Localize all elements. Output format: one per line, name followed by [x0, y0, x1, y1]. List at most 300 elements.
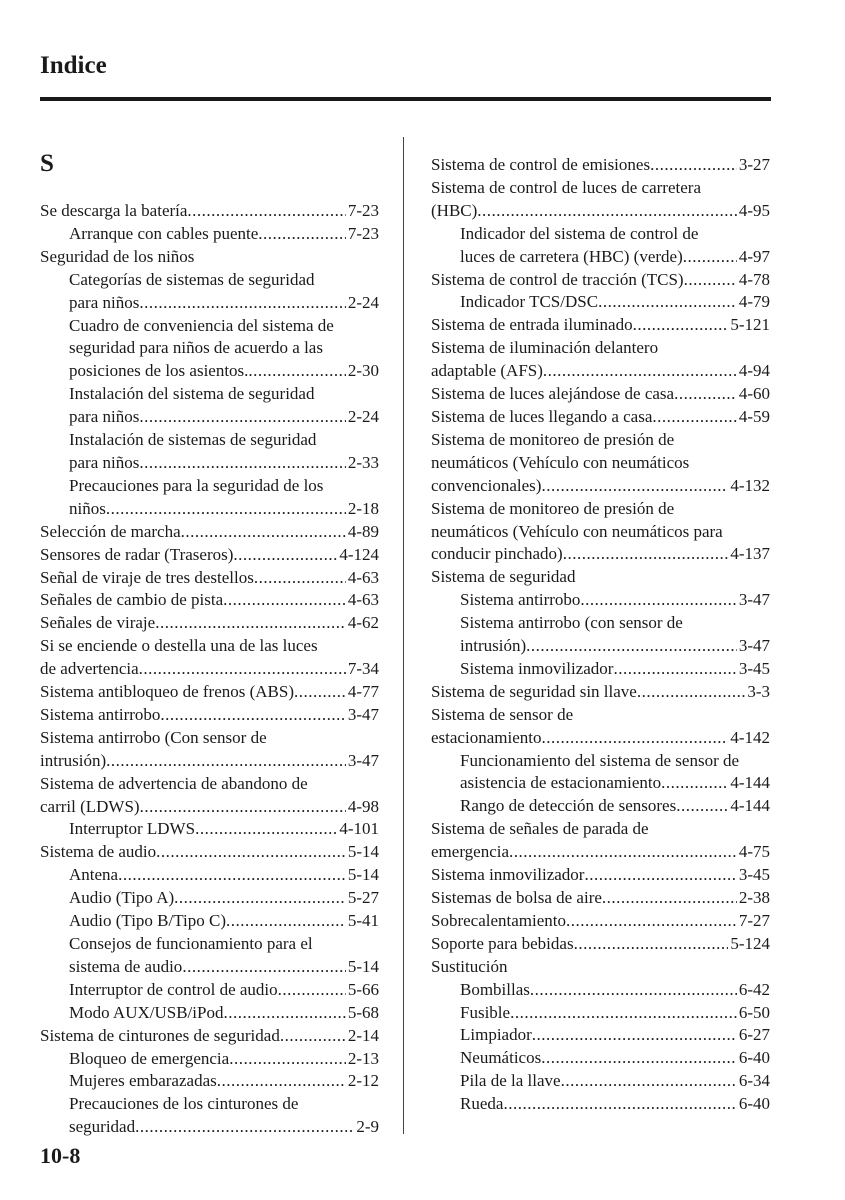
index-entry — [431, 933, 770, 956]
index-entry — [40, 818, 379, 841]
index-entry-line — [40, 567, 379, 590]
index-entry-text: Neumáticos — [460, 1048, 542, 1068]
index-entry-line — [431, 1002, 770, 1025]
index-entry-line — [431, 1024, 770, 1047]
index-entry-text: Sistema de sensor de — [431, 704, 574, 724]
index-entry-page: 3-45 — [738, 865, 770, 885]
dot-leader — [118, 864, 346, 887]
index-entry-text: adaptable (AFS) — [431, 361, 543, 381]
index-entry-line — [40, 864, 379, 887]
index-column-right — [431, 154, 770, 1116]
index-entry — [431, 818, 770, 864]
dot-leader — [652, 406, 736, 429]
index-entry-text: Sistema inmovilizador — [460, 658, 614, 678]
index-entry-line — [431, 1093, 770, 1116]
index-entry-page: 2-9 — [356, 1117, 379, 1137]
index-entry — [40, 1093, 379, 1139]
dot-leader — [532, 1024, 737, 1047]
index-entry-line — [40, 292, 379, 315]
index-entry — [431, 910, 770, 933]
index-entry — [40, 429, 379, 475]
dot-leader — [106, 750, 346, 773]
index-entry-text: Sistema de cinturones de seguridad — [40, 1025, 280, 1045]
index-entry-text: Precauciones para la seguridad de los — [69, 475, 324, 495]
index-entry-page: 4-89 — [347, 521, 379, 541]
index-entry-page: 4-142 — [730, 727, 770, 747]
index-entry-page: 4-97 — [738, 246, 770, 266]
index-entry-line — [431, 200, 770, 223]
index-entry — [40, 704, 379, 727]
index-entry-line — [431, 589, 770, 612]
dot-leader — [566, 910, 737, 933]
index-entry-line — [431, 223, 770, 246]
dot-leader — [633, 314, 729, 337]
index-entry-page: 2-30 — [347, 361, 379, 381]
index-entry-text: Rueda — [460, 1094, 504, 1114]
index-entry-line — [431, 337, 770, 360]
index-entry-line — [40, 383, 379, 406]
index-entry-page: 2-18 — [347, 498, 379, 518]
index-entry-page: 3-47 — [738, 590, 770, 610]
dot-leader — [106, 498, 346, 521]
dot-leader — [574, 933, 729, 956]
index-entry-page: 5-14 — [347, 865, 379, 885]
index-entry-page: 3-47 — [738, 636, 770, 656]
index-entry — [40, 887, 379, 910]
index-entry-line — [431, 864, 770, 887]
index-entry-text: Seguridad de los niños — [40, 246, 195, 266]
index-entry-line — [431, 360, 770, 383]
index-entry — [431, 704, 770, 750]
index-entry-line — [431, 658, 770, 681]
index-entry-text: de advertencia — [40, 659, 139, 679]
index-entry-line — [431, 475, 770, 498]
index-entry-page: 4-94 — [738, 361, 770, 381]
index-entry — [40, 1048, 379, 1071]
index-entry-line — [40, 521, 379, 544]
dot-leader — [561, 1070, 737, 1093]
index-entry — [40, 612, 379, 635]
index-entry-line — [431, 772, 770, 795]
index-entry-line — [40, 1002, 379, 1025]
dot-leader — [661, 772, 728, 795]
index-entry — [431, 406, 770, 429]
index-entry-line — [431, 498, 770, 521]
index-entry-page: 4-95 — [738, 200, 770, 220]
index-entry-page: 2-12 — [347, 1071, 379, 1091]
index-entry-text: Sistema de monitoreo de presión de — [431, 498, 675, 518]
index-entry-text: Sustitución — [431, 956, 508, 976]
index-entry-text: Audio (Tipo B/Tipo C) — [69, 911, 226, 931]
dot-leader — [254, 567, 346, 590]
dot-leader — [139, 452, 345, 475]
index-entry-text: Instalación de sistemas de seguridad — [69, 430, 317, 450]
index-entry-text: Interruptor de control de audio — [69, 979, 278, 999]
index-entry-page: 6-34 — [738, 1071, 770, 1091]
index-entry-line — [431, 933, 770, 956]
index-entry — [431, 269, 770, 292]
dot-leader — [676, 795, 728, 818]
index-entry-line — [40, 406, 379, 429]
index-entry-page: 5-66 — [347, 979, 379, 999]
index-entry-text: Sistema de luces llegando a casa — [431, 406, 653, 426]
index-entry — [431, 1047, 770, 1070]
index-entry-line — [431, 291, 770, 314]
index-entry-page: 5-121 — [730, 315, 770, 335]
index-entry-text: Sistema de control de tracción (TCS) — [431, 269, 684, 289]
index-entry-page: 6-40 — [738, 1094, 770, 1114]
index-entry-page: 2-24 — [347, 407, 379, 427]
index-entry-line — [40, 956, 379, 979]
index-entry — [40, 521, 379, 544]
index-entry-text: Rango de detección de sensores — [460, 796, 677, 816]
index-entry-line — [40, 589, 379, 612]
dot-leader — [503, 1093, 736, 1116]
index-entry-text: sistema de audio — [69, 956, 183, 976]
index-entry — [431, 795, 770, 818]
index-entry-page: 4-78 — [738, 269, 770, 289]
index-entry — [40, 544, 379, 567]
index-entry-line — [40, 315, 379, 338]
index-entry-page: 3-3 — [747, 681, 770, 701]
index-entry — [40, 635, 379, 681]
index-entry-line — [40, 681, 379, 704]
dot-leader — [510, 1002, 737, 1025]
index-entry-text: Sistema antirrobo (con sensor de — [460, 613, 683, 633]
index-entry-text: Sistema antirrobo — [40, 704, 161, 724]
index-entry-page: 2-38 — [738, 888, 770, 907]
dot-leader — [602, 887, 737, 910]
index-entry-text: Sistema de entrada iluminado — [431, 315, 633, 335]
index-entry-text: luces de carretera (HBC) (verde) — [460, 246, 683, 266]
dot-leader — [477, 200, 737, 223]
index-entry-line — [40, 544, 379, 567]
index-entry-text: Sobrecalentamiento — [431, 910, 567, 930]
index-entry-line — [40, 1116, 379, 1139]
index-entry-page: 5-68 — [347, 1002, 379, 1022]
index-entry-text: niños — [69, 498, 106, 518]
index-entry-line — [40, 223, 379, 246]
index-entry-text: Selección de marcha — [40, 521, 181, 541]
index-entry-page: 3-27 — [738, 155, 770, 174]
index-entry-page: 4-63 — [347, 590, 379, 610]
index-entry-page: 3-45 — [738, 658, 770, 678]
index-entry-line — [40, 773, 379, 796]
index-entry-line — [431, 910, 770, 933]
dot-leader — [541, 1047, 737, 1070]
index-entry-text: para niños — [69, 407, 140, 427]
dot-leader — [294, 681, 346, 704]
dot-leader — [174, 887, 346, 910]
index-entry-page: 3-47 — [347, 750, 379, 770]
section-letter: S — [40, 150, 54, 177]
index-entry-text: seguridad — [69, 1117, 136, 1137]
index-entry — [431, 223, 770, 269]
index-column-left — [40, 200, 379, 1139]
dot-leader — [182, 956, 346, 979]
index-entry-text: Sistema de control de luces de carretera — [431, 177, 701, 197]
index-entry-text: Sistema inmovilizador — [431, 865, 585, 885]
index-entry-text: Limpiador — [460, 1025, 532, 1045]
index-entry — [431, 498, 770, 567]
index-entry-line — [40, 727, 379, 750]
index-entry — [40, 864, 379, 887]
index-entry-text: Audio (Tipo A) — [69, 888, 175, 908]
dot-leader — [584, 864, 736, 887]
index-entry-text: Indicador TCS/DSC — [460, 292, 599, 312]
index-entry-text: Soporte para bebidas — [431, 933, 574, 953]
index-entry — [431, 1093, 770, 1116]
index-entry-text: Sistema de iluminación delantero — [431, 338, 659, 358]
index-entry-line — [40, 887, 379, 910]
index-entry-line — [40, 750, 379, 773]
index-entry-page: 6-42 — [738, 979, 770, 999]
index-entry — [40, 1002, 379, 1025]
page-number: 10-8 — [40, 1143, 81, 1168]
index-entry-text: carril (LDWS) — [40, 796, 140, 816]
index-entry-text: Funcionamiento del sistema de sensor de — [460, 750, 740, 770]
header-rule — [40, 97, 771, 101]
index-entry — [40, 1070, 379, 1093]
index-entry-text: Sistema antibloqueo de frenos (ABS) — [40, 682, 295, 702]
index-entry-text: posiciones de los asientos. — [69, 361, 249, 381]
index-entry-text: Fusible — [460, 1002, 511, 1022]
index-entry-text: Arranque con cables puente — [69, 223, 259, 243]
index-entry-line — [40, 635, 379, 658]
dot-leader — [140, 796, 346, 819]
index-entry-line — [431, 681, 770, 704]
index-entry-text: Si se enciende o destella una de las luces — [40, 636, 318, 656]
index-entry-line — [431, 566, 770, 589]
index-entry-page: 6-50 — [738, 1002, 770, 1022]
index-entry-text: emergencia — [431, 842, 510, 862]
index-entry-line — [431, 1070, 770, 1093]
index-entry-text: intrusión) — [460, 636, 527, 656]
index-entry-line — [431, 841, 770, 864]
index-entry-text: Sistema de advertencia de abandono de — [40, 773, 308, 793]
index-entry-page: 4-77 — [347, 682, 379, 702]
index-entry-page: 4-144 — [730, 796, 770, 816]
dot-leader — [181, 521, 346, 544]
index-entry-text: Mujeres embarazadas — [69, 1071, 217, 1091]
dot-leader — [674, 383, 737, 406]
index-entry — [431, 291, 770, 314]
index-entry-line — [431, 979, 770, 1002]
dot-leader — [278, 979, 346, 1002]
dot-leader — [160, 704, 345, 727]
index-entry — [40, 1025, 379, 1048]
index-entry-page: 6-40 — [738, 1048, 770, 1068]
index-entry — [40, 773, 379, 819]
index-entry-line — [40, 200, 379, 223]
index-entry-line — [40, 704, 379, 727]
index-entry-line — [431, 383, 770, 406]
index-entry-page: 5-124 — [730, 933, 770, 953]
index-entry-line — [431, 154, 770, 177]
index-entry-page: 4-60 — [738, 384, 770, 404]
index-entry — [40, 567, 379, 590]
index-entry-line — [40, 269, 379, 292]
index-entry — [431, 154, 770, 177]
index-entry-text: neumáticos (Vehículo con neumáticos — [431, 452, 690, 472]
index-entry-text: Sistema de seguridad — [431, 567, 576, 587]
index-entry — [431, 589, 770, 612]
index-entry-text: neumáticos (Vehículo con neumáticos para — [431, 521, 723, 541]
index-entry-page: 5-27 — [347, 888, 379, 908]
index-entry — [431, 566, 770, 589]
index-entry-text: Sistema de control de emisiones — [431, 155, 651, 174]
index-entry — [40, 933, 379, 979]
index-entry — [431, 979, 770, 1002]
index-entry-page: 2-13 — [347, 1048, 379, 1068]
index-entry — [40, 200, 379, 223]
index-entry — [431, 314, 770, 337]
index-entry — [431, 383, 770, 406]
index-entry-line — [431, 750, 770, 773]
index-entry-line — [40, 933, 379, 956]
dot-leader — [226, 910, 346, 933]
dot-leader — [195, 818, 337, 841]
index-entry-line — [40, 1025, 379, 1048]
page-header-title: Indice — [40, 52, 107, 79]
index-entry — [431, 864, 770, 887]
index-entry-page: 7-27 — [738, 910, 770, 930]
index-entry — [40, 910, 379, 933]
dot-leader — [580, 589, 736, 612]
index-entry-line — [431, 406, 770, 429]
index-entry-text: Precauciones de los cinturones de — [69, 1094, 299, 1114]
dot-leader — [156, 841, 346, 864]
index-entry — [40, 315, 379, 384]
index-entry-text: Cuadro de conveniencia del sistema de — [69, 315, 334, 335]
dot-leader — [650, 154, 737, 177]
index-entry-text: Señal de viraje de tres destellos — [40, 567, 254, 587]
index-entry-line — [40, 1093, 379, 1116]
dot-leader — [563, 543, 729, 566]
dot-leader — [229, 1048, 346, 1071]
index-entry-page: 4-144 — [730, 773, 770, 793]
index-entry-line — [40, 658, 379, 681]
index-entry-page: 2-24 — [347, 292, 379, 312]
dot-leader — [155, 612, 346, 635]
index-entry — [40, 841, 379, 864]
index-entry-text: (HBC) — [431, 200, 478, 220]
index-entry-line — [431, 452, 770, 475]
index-entry-line — [431, 521, 770, 544]
dot-leader — [637, 681, 745, 704]
index-entry-text: seguridad para niños de acuerdo a las — [69, 338, 323, 358]
index-entry-text: Sistema de audio — [40, 842, 157, 862]
index-entry — [431, 612, 770, 658]
dot-leader — [139, 406, 345, 429]
index-entry-line — [431, 269, 770, 292]
index-entry-line — [431, 429, 770, 452]
index-entry-text: Sistema antirrobo (Con sensor de — [40, 727, 267, 747]
index-entry-line — [40, 452, 379, 475]
index-entry-text: Instalación del sistema de seguridad — [69, 384, 315, 404]
index-entry-text: Se descarga la batería — [40, 201, 188, 220]
index-entry-line — [431, 818, 770, 841]
dot-leader — [541, 727, 728, 750]
dot-leader — [530, 979, 737, 1002]
index-entry-line — [40, 1070, 379, 1093]
dot-leader — [139, 292, 345, 315]
index-entry-text: Sistema de luces alejándose de casa — [431, 384, 675, 404]
dot-leader — [187, 200, 345, 223]
index-entry-line — [431, 543, 770, 566]
index-entry-line — [431, 177, 770, 200]
index-entry-text: Pila de la llave — [460, 1071, 561, 1091]
index-entry-text: asistencia de estacionamiento — [460, 773, 662, 793]
index-entry-line — [40, 429, 379, 452]
index-entry-text: Señales de viraje — [40, 613, 156, 633]
index-entry-text: Sistema de monitoreo de presión de — [431, 429, 675, 449]
index-entry — [40, 589, 379, 612]
index-entry-text: convencionales) — [431, 475, 542, 495]
dot-leader — [217, 1070, 346, 1093]
index-entry-line — [40, 841, 379, 864]
dot-leader — [526, 635, 737, 658]
index-entry-line — [40, 1048, 379, 1071]
index-entry-line — [40, 818, 379, 841]
index-entry-line — [40, 612, 379, 635]
index-entry-page: 4-101 — [339, 819, 379, 839]
index-entry-text: Interruptor LDWS — [69, 819, 196, 839]
index-entry-line — [40, 360, 379, 383]
index-entry-page: 2-14 — [347, 1025, 379, 1045]
index-entry-line — [40, 498, 379, 521]
index-entry-text: para niños — [69, 292, 140, 312]
index-entry-page: 7-23 — [347, 201, 379, 220]
index-entry — [40, 269, 379, 315]
index-entry — [431, 429, 770, 498]
index-entry-page: 7-23 — [347, 223, 379, 243]
dot-leader — [598, 291, 737, 314]
index-entry-line — [40, 475, 379, 498]
index-entry-text: intrusión) — [40, 750, 107, 770]
index-entry-text: estacionamiento — [431, 727, 542, 747]
index-entry-text: Sistema de señales de parada de — [431, 819, 649, 839]
dot-leader — [223, 589, 346, 612]
index-entry-line — [431, 795, 770, 818]
index-entry-line — [431, 887, 770, 910]
dot-leader — [135, 1116, 354, 1139]
index-entry-page: 4-79 — [738, 292, 770, 312]
index-entry-text: Sistema de seguridad sin llave — [431, 681, 637, 701]
index-entry-page: 3-47 — [347, 704, 379, 724]
index-entry — [40, 727, 379, 773]
index-entry — [431, 658, 770, 681]
index-entry-page: 4-62 — [347, 613, 379, 633]
index-entry-page: 5-41 — [347, 911, 379, 931]
index-entry — [431, 1024, 770, 1047]
index-entry-line — [431, 314, 770, 337]
index-entry — [431, 956, 770, 979]
index-entry-line — [431, 635, 770, 658]
index-entry — [431, 887, 770, 910]
index-entry-page: 4-59 — [738, 406, 770, 426]
index-entry — [431, 177, 770, 223]
index-entry-line — [40, 979, 379, 1002]
index-entry-line — [40, 337, 379, 360]
index-entry-page: 4-132 — [730, 475, 770, 495]
index-entry-page: 4-63 — [347, 567, 379, 587]
index-entry-page: 4-98 — [347, 796, 379, 816]
index-entry-text: Bombillas — [460, 979, 530, 999]
index-entry — [40, 681, 379, 704]
dot-leader — [139, 658, 346, 681]
index-entry-text: Antena — [69, 865, 119, 885]
